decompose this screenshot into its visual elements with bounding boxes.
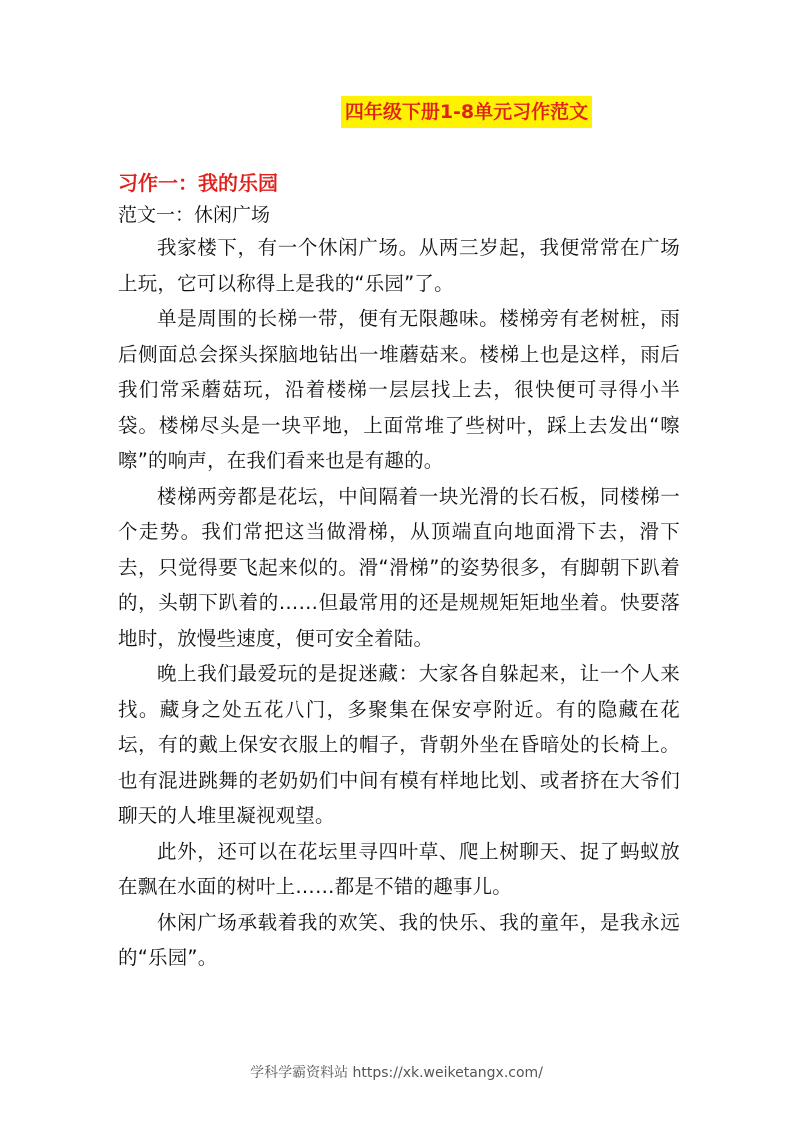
essay-paragraph: 楼梯两旁都是花坛，中间隔着一块光滑的长石板，同楼梯一个走势。我们常把这当做滑梯，从顶端直向地面滑下去，滑下去，只觉得要飞起来似的。滑“滑梯”的姿势很多，有脚朝下趴着的，头朝下趴着的……但最常用的还是规规矩矩地坐着。快要落地时，放慢些速度，便可安全着陆。 bbox=[118, 484, 680, 650]
section-heading: 习作一：我的乐园 bbox=[118, 171, 278, 195]
essay-paragraph: 我家楼下，有一个休闲广场。从两三岁起，我便常常在广场上玩，它可以称得上是我的“乐园”了。 bbox=[118, 236, 680, 295]
essay-paragraph: 休闲广场承载着我的欢笑、我的快乐、我的童年，是我永远的“乐园”。 bbox=[118, 910, 680, 969]
essay-content bbox=[118, 168, 680, 976]
page-title-wrap bbox=[0, 96, 793, 128]
page-title: 四年级下册1-8单元习作范文 bbox=[341, 96, 592, 128]
footer-watermark: 学科学霸资料站 https://xk.weiketangx.com/ bbox=[250, 1065, 543, 1081]
essay-paragraph: 此外，还可以在花坛里寻四叶草、爬上树聊天、捉了蚂蚁放在飘在水面的树叶上……都是不错的趣事儿。 bbox=[118, 839, 680, 898]
essay-title: 范文一：休闲广场 bbox=[118, 204, 271, 226]
essay-paragraph: 晚上我们最爱玩的是捉迷藏：大家各自躲起来，让一个人来找。藏身之处五花八门，多聚集在保安亭附近。有的隐藏在花坛，有的戴上保安衣服上的帽子，背朝外坐在昏暗处的长椅上。也有混进跳舞的老奶奶们中间有模有样地比划、或者挤在大爷们聊天的人堆里凝视观望。 bbox=[118, 662, 680, 827]
essay-paragraph: 单是周围的长梯一带，便有无限趣味。楼梯旁有老树桩，雨后侧面总会探头探脑地钻出一堆蘑菇来。楼梯上也是这样，雨后我们常采蘑菇玩，沿着楼梯一层层找上去，很快便可寻得小半袋。楼梯尽头是一块平地，上面常堆了些树叶，踩上去发出“嚓嚓”的响声，在我们看来也是有趣的。 bbox=[118, 307, 680, 472]
